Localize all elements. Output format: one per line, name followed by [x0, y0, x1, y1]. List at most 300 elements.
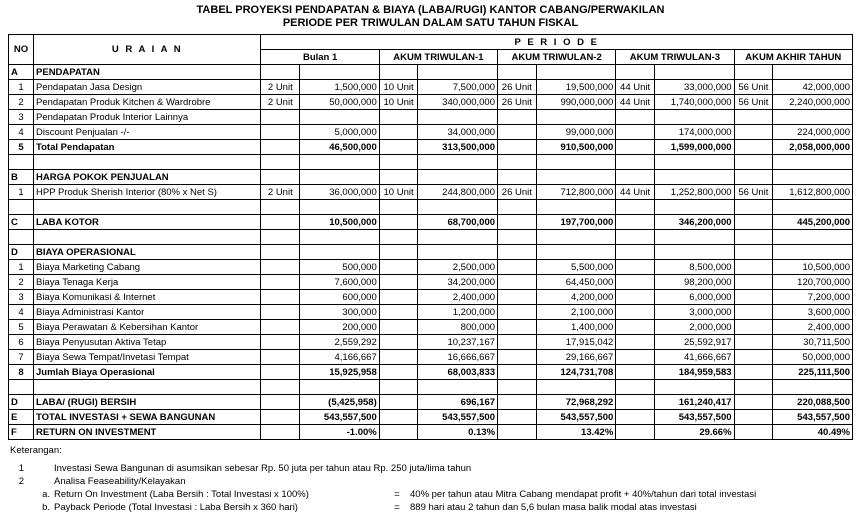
cell-unit-3: [616, 65, 655, 80]
note-item: [10, 475, 853, 488]
cell-unit-4: [734, 200, 773, 215]
table-row: [9, 380, 853, 395]
header-col-0: Bulan 1: [261, 50, 379, 65]
cell-unit-4: [734, 140, 773, 155]
note-sub-marker: a.: [42, 489, 50, 500]
cell-unit-3: 44 Unit: [616, 95, 655, 110]
cell-unit-1: [379, 275, 418, 290]
table-row: [9, 215, 853, 230]
cell-unit-0: [261, 305, 300, 320]
cell-value-3: [654, 245, 734, 260]
note-text: Investasi Sewa Bangunan di asumsikan sebesar Rp. 50 juta per tahun atau Rp. 250 juta/lima tahun: [54, 463, 472, 474]
header-periode: P E R I O D E: [261, 35, 853, 50]
cell-value-1: 2,400,000: [418, 290, 498, 305]
table-row: [9, 65, 853, 80]
cell-unit-4: [734, 380, 773, 395]
row-number: F: [9, 425, 34, 440]
note-item: [10, 462, 853, 475]
cell-value-0: (5,425,958): [300, 395, 380, 410]
table-row: [9, 260, 853, 275]
cell-value-1: 313,500,000: [418, 140, 498, 155]
cell-unit-4: [734, 395, 773, 410]
note-number: 1: [18, 463, 24, 474]
cell-unit-1: [379, 260, 418, 275]
cell-value-3: 8,500,000: [654, 260, 734, 275]
cell-unit-3: [616, 395, 655, 410]
cell-unit-4: [734, 290, 773, 305]
cell-unit-2: [498, 275, 537, 290]
header-col-3: AKUM TRIWULAN-3: [616, 50, 734, 65]
cell-value-4: 42,000,000: [773, 80, 853, 95]
row-label: RETURN ON INVESTMENT: [34, 425, 261, 440]
cell-value-4: [773, 380, 853, 395]
cell-value-2: [536, 65, 616, 80]
table-row: [9, 185, 853, 200]
cell-value-3: 2,000,000: [654, 320, 734, 335]
note-item: [10, 501, 853, 514]
cell-unit-0: [261, 230, 300, 245]
table-row: [9, 125, 853, 140]
cell-unit-0: 2 Unit: [261, 185, 300, 200]
cell-value-4: 2,240,000,000: [773, 95, 853, 110]
cell-value-3: 161,240,417: [654, 395, 734, 410]
cell-value-0: [300, 65, 380, 80]
projection-table: [8, 34, 853, 440]
cell-value-2: [536, 380, 616, 395]
cell-unit-0: [261, 410, 300, 425]
cell-value-1: 68,700,000: [418, 215, 498, 230]
row-number: 7: [9, 350, 34, 365]
cell-unit-2: 26 Unit: [498, 95, 537, 110]
note-number: [10, 501, 28, 514]
row-label: LABA KOTOR: [34, 215, 261, 230]
row-number: 3: [9, 110, 34, 125]
cell-unit-0: [261, 365, 300, 380]
cell-value-1: [418, 155, 498, 170]
document-title: [0, 0, 861, 30]
cell-unit-1: [379, 335, 418, 350]
row-label: Pendapatan Produk Interior Lainnya: [34, 110, 261, 125]
cell-value-1: [418, 380, 498, 395]
row-label: Biaya Perawatan & Kebersihan Kantor: [34, 320, 261, 335]
row-number: 2: [9, 95, 34, 110]
row-label: Biaya Penyusutan Aktiva Tetap: [34, 335, 261, 350]
cell-unit-1: [379, 125, 418, 140]
note-description: 40% per tahun atau Mitra Cabang mendapat profit + 40%/tahun dari total investasi: [410, 489, 757, 500]
header-row-1: [9, 35, 853, 50]
cell-unit-0: [261, 380, 300, 395]
cell-value-2: 19,500,000: [536, 80, 616, 95]
cell-unit-2: [498, 170, 537, 185]
cell-unit-1: [379, 320, 418, 335]
cell-value-2: 124,731,708: [536, 365, 616, 380]
table-row: [9, 290, 853, 305]
row-label: Biaya Sewa Tempat/Invetasi Tempat: [34, 350, 261, 365]
table-row: [9, 425, 853, 440]
cell-unit-4: [734, 230, 773, 245]
cell-value-1: 2,500,000: [418, 260, 498, 275]
row-label: LABA/ (RUGI) BERSIH: [34, 395, 261, 410]
row-label: TOTAL INVESTASI + SEWA BANGUNAN: [34, 410, 261, 425]
cell-unit-1: 10 Unit: [379, 80, 418, 95]
cell-value-2: 990,000,000: [536, 95, 616, 110]
cell-value-0: 50,000,000: [300, 95, 380, 110]
cell-value-0: 15,925,958: [300, 365, 380, 380]
table-row: [9, 410, 853, 425]
cell-value-2: [536, 245, 616, 260]
cell-unit-2: 26 Unit: [498, 80, 537, 95]
cell-unit-1: 10 Unit: [379, 95, 418, 110]
cell-value-2: 64,450,000: [536, 275, 616, 290]
row-number: 8: [9, 365, 34, 380]
row-number: 1: [9, 185, 34, 200]
row-number: B: [9, 170, 34, 185]
row-label: Discount Penjualan -/-: [34, 125, 261, 140]
table-row: [9, 170, 853, 185]
cell-unit-2: [498, 230, 537, 245]
cell-unit-1: [379, 140, 418, 155]
cell-value-3: [654, 110, 734, 125]
cell-unit-4: [734, 65, 773, 80]
table-row: [9, 305, 853, 320]
cell-unit-2: [498, 140, 537, 155]
cell-value-0: [300, 110, 380, 125]
table-row: [9, 95, 853, 110]
row-number: 4: [9, 305, 34, 320]
cell-unit-4: [734, 410, 773, 425]
cell-value-2: [536, 110, 616, 125]
row-number: [9, 380, 34, 395]
cell-value-1: 1,200,000: [418, 305, 498, 320]
cell-unit-2: [498, 155, 537, 170]
cell-unit-0: [261, 260, 300, 275]
cell-unit-3: [616, 305, 655, 320]
cell-unit-4: [734, 155, 773, 170]
cell-value-1: 800,000: [418, 320, 498, 335]
cell-unit-4: [734, 275, 773, 290]
table-row: [9, 140, 853, 155]
cell-value-4: 10,500,000: [773, 260, 853, 275]
cell-unit-0: [261, 320, 300, 335]
cell-unit-2: [498, 410, 537, 425]
cell-unit-4: [734, 305, 773, 320]
cell-unit-2: [498, 125, 537, 140]
cell-value-2: 197,700,000: [536, 215, 616, 230]
title-line-2: PERIODE PER TRIWULAN DALAM SATU TAHUN FISKAL: [282, 17, 579, 29]
cell-unit-2: [498, 365, 537, 380]
cell-unit-0: 2 Unit: [261, 80, 300, 95]
cell-unit-0: [261, 350, 300, 365]
cell-value-2: [536, 200, 616, 215]
table-row: [9, 365, 853, 380]
cell-unit-0: 2 Unit: [261, 95, 300, 110]
cell-unit-0: [261, 125, 300, 140]
cell-value-2: 13.42%: [536, 425, 616, 440]
row-number: 1: [9, 260, 34, 275]
cell-unit-0: [261, 170, 300, 185]
table-header: [9, 35, 853, 65]
cell-unit-3: [616, 350, 655, 365]
cell-value-1: 16,666,667: [418, 350, 498, 365]
cell-value-2: 1,400,000: [536, 320, 616, 335]
table-row: [9, 110, 853, 125]
note-text: Analisa Feaseability/Kelayakan: [54, 476, 186, 487]
cell-unit-1: [379, 290, 418, 305]
cell-unit-3: [616, 170, 655, 185]
cell-value-1: [418, 245, 498, 260]
cell-unit-1: [379, 65, 418, 80]
cell-value-0: 1,500,000: [300, 80, 380, 95]
cell-value-2: [536, 170, 616, 185]
cell-value-3: 174,000,000: [654, 125, 734, 140]
cell-unit-0: [261, 65, 300, 80]
table-row: [9, 275, 853, 290]
row-number: D: [9, 245, 34, 260]
row-label: Total Pendapatan: [34, 140, 261, 155]
cell-value-0: [300, 245, 380, 260]
table-row: [9, 80, 853, 95]
cell-value-3: [654, 65, 734, 80]
cell-value-3: [654, 170, 734, 185]
row-label: HARGA POKOK PENJUALAN: [34, 170, 261, 185]
cell-value-4: 2,058,000,000: [773, 140, 853, 155]
cell-value-0: [300, 170, 380, 185]
cell-value-3: [654, 155, 734, 170]
note-item: [10, 488, 853, 501]
header-uraian: U R A I A N: [34, 35, 261, 65]
cell-unit-4: [734, 215, 773, 230]
notes-heading: Keterangan:: [10, 445, 62, 456]
cell-value-2: 910,500,000: [536, 140, 616, 155]
note-description: 889 hari atau 2 tahun dan 5,6 bulan masa balik modal atas investasi: [410, 502, 697, 513]
cell-unit-3: [616, 200, 655, 215]
cell-value-4: 120,700,000: [773, 275, 853, 290]
cell-unit-4: [734, 350, 773, 365]
cell-value-4: 30,711,500: [773, 335, 853, 350]
cell-value-3: 98,200,000: [654, 275, 734, 290]
cell-value-4: 40.49%: [773, 425, 853, 440]
cell-value-4: 220,088,500: [773, 395, 853, 410]
cell-value-3: [654, 230, 734, 245]
note-sub-marker: b.: [42, 502, 50, 513]
cell-unit-4: [734, 425, 773, 440]
cell-unit-3: [616, 335, 655, 350]
cell-unit-3: [616, 275, 655, 290]
cell-value-4: [773, 110, 853, 125]
cell-value-3: [654, 200, 734, 215]
cell-unit-1: [379, 170, 418, 185]
cell-unit-1: [379, 350, 418, 365]
row-label: Biaya Marketing Cabang: [34, 260, 261, 275]
cell-unit-3: [616, 410, 655, 425]
cell-value-0: 7,600,000: [300, 275, 380, 290]
cell-value-4: 445,200,000: [773, 215, 853, 230]
cell-unit-2: [498, 320, 537, 335]
cell-unit-1: [379, 215, 418, 230]
table-row: [9, 350, 853, 365]
row-label: [34, 380, 261, 395]
cell-unit-4: [734, 320, 773, 335]
cell-unit-0: [261, 275, 300, 290]
cell-value-2: 5,500,000: [536, 260, 616, 275]
cell-value-1: [418, 170, 498, 185]
cell-value-4: 543,557,500: [773, 410, 853, 425]
cell-unit-1: [379, 425, 418, 440]
cell-unit-2: [498, 260, 537, 275]
row-label: Biaya Komunikasi & Internet: [34, 290, 261, 305]
cell-value-1: [418, 65, 498, 80]
cell-value-3: 33,000,000: [654, 80, 734, 95]
cell-unit-0: [261, 140, 300, 155]
cell-value-3: 3,000,000: [654, 305, 734, 320]
cell-value-0: 2,559,292: [300, 335, 380, 350]
row-number: D: [9, 395, 34, 410]
cell-value-2: 72,968,292: [536, 395, 616, 410]
cell-value-1: 340,000,000: [418, 95, 498, 110]
row-label: Pendapatan Produk Kitchen & Wardrobre: [34, 95, 261, 110]
cell-unit-2: [498, 335, 537, 350]
cell-value-4: 3,600,000: [773, 305, 853, 320]
cell-value-0: [300, 155, 380, 170]
note-equals: =: [394, 489, 400, 500]
row-number: 5: [9, 320, 34, 335]
cell-unit-2: [498, 245, 537, 260]
cell-value-4: 224,000,000: [773, 125, 853, 140]
row-label: Pendapatan Jasa Design: [34, 80, 261, 95]
row-label: BIAYA OPERASIONAL: [34, 245, 261, 260]
table-row: [9, 230, 853, 245]
cell-value-4: [773, 200, 853, 215]
cell-unit-0: [261, 155, 300, 170]
cell-value-4: 225,111,500: [773, 365, 853, 380]
row-number: A: [9, 65, 34, 80]
row-label: PENDAPATAN: [34, 65, 261, 80]
cell-value-0: [300, 380, 380, 395]
note-sub-marker: [28, 475, 54, 488]
cell-unit-3: [616, 380, 655, 395]
cell-unit-2: 26 Unit: [498, 185, 537, 200]
cell-value-0: 10,500,000: [300, 215, 380, 230]
cell-value-1: 543,557,500: [418, 410, 498, 425]
table-row: [9, 155, 853, 170]
cell-value-2: 4,200,000: [536, 290, 616, 305]
cell-value-1: 244,800,000: [418, 185, 498, 200]
cell-unit-1: [379, 380, 418, 395]
cell-unit-3: [616, 365, 655, 380]
row-number: 2: [9, 275, 34, 290]
cell-unit-0: [261, 200, 300, 215]
cell-unit-2: [498, 350, 537, 365]
header-col-1: AKUM TRIWULAN-1: [379, 50, 497, 65]
cell-value-4: [773, 245, 853, 260]
cell-value-3: 6,000,000: [654, 290, 734, 305]
table-row: [9, 335, 853, 350]
cell-value-0: 4,166,667: [300, 350, 380, 365]
cell-unit-2: [498, 65, 537, 80]
row-number: [9, 230, 34, 245]
cell-unit-4: [734, 170, 773, 185]
row-number: 5: [9, 140, 34, 155]
cell-value-4: 7,200,000: [773, 290, 853, 305]
cell-value-2: 17,915,042: [536, 335, 616, 350]
cell-value-4: 2,400,000: [773, 320, 853, 335]
cell-value-2: 712,800,000: [536, 185, 616, 200]
cell-unit-2: [498, 200, 537, 215]
cell-unit-2: [498, 215, 537, 230]
cell-unit-1: [379, 305, 418, 320]
table-body: [9, 65, 853, 440]
cell-unit-3: 44 Unit: [616, 80, 655, 95]
cell-unit-3: [616, 320, 655, 335]
cell-unit-1: [379, 230, 418, 245]
row-label: [34, 230, 261, 245]
cell-unit-3: [616, 215, 655, 230]
cell-value-2: [536, 230, 616, 245]
row-number: 4: [9, 125, 34, 140]
cell-unit-3: [616, 260, 655, 275]
cell-value-0: 500,000: [300, 260, 380, 275]
row-label: [34, 155, 261, 170]
cell-value-4: 50,000,000: [773, 350, 853, 365]
cell-unit-3: [616, 290, 655, 305]
cell-value-4: 1,612,800,000: [773, 185, 853, 200]
note-text: Payback Periode (Total Investasi : Laba Bersih x 360 hari): [54, 502, 298, 513]
cell-unit-4: [734, 335, 773, 350]
table-row: [9, 245, 853, 260]
row-number: 3: [9, 290, 34, 305]
row-number: 6: [9, 335, 34, 350]
cell-value-1: 10,237,167: [418, 335, 498, 350]
cell-value-3: 1,740,000,000: [654, 95, 734, 110]
cell-value-2: [536, 155, 616, 170]
row-label: Biaya Tenaga Kerja: [34, 275, 261, 290]
cell-value-1: 34,200,000: [418, 275, 498, 290]
row-label: [34, 200, 261, 215]
cell-unit-1: [379, 395, 418, 410]
title-line-1: TABEL PROYEKSI PENDAPATAN & BIAYA (LABA/RUGI) KANTOR CABANG/PERWAKILAN: [196, 4, 665, 16]
cell-unit-0: [261, 425, 300, 440]
row-label: HPP Produk Sherish Interior (80% x Net S): [34, 185, 261, 200]
cell-unit-4: 56 Unit: [734, 95, 773, 110]
cell-value-1: [418, 200, 498, 215]
cell-value-3: 1,599,000,000: [654, 140, 734, 155]
cell-value-1: 68,003,833: [418, 365, 498, 380]
note-number: 2: [18, 476, 24, 487]
header-no: NO: [9, 35, 34, 65]
cell-value-3: 41,666,667: [654, 350, 734, 365]
table-row: [9, 200, 853, 215]
note-sub-marker: [28, 462, 54, 475]
cell-value-1: [418, 110, 498, 125]
cell-value-4: [773, 65, 853, 80]
cell-value-2: 99,000,000: [536, 125, 616, 140]
table-row: [9, 320, 853, 335]
row-number: [9, 200, 34, 215]
note-text: Return On Investment (Laba Bersih : Total Investasi x 100%): [54, 489, 309, 500]
cell-unit-1: [379, 110, 418, 125]
cell-value-1: 0.13%: [418, 425, 498, 440]
cell-value-3: [654, 380, 734, 395]
cell-unit-0: [261, 245, 300, 260]
cell-value-1: 7,500,000: [418, 80, 498, 95]
cell-value-1: 696,167: [418, 395, 498, 410]
cell-unit-1: 10 Unit: [379, 185, 418, 200]
cell-unit-3: [616, 155, 655, 170]
cell-unit-2: [498, 380, 537, 395]
row-number: E: [9, 410, 34, 425]
cell-unit-2: [498, 305, 537, 320]
cell-unit-4: [734, 260, 773, 275]
